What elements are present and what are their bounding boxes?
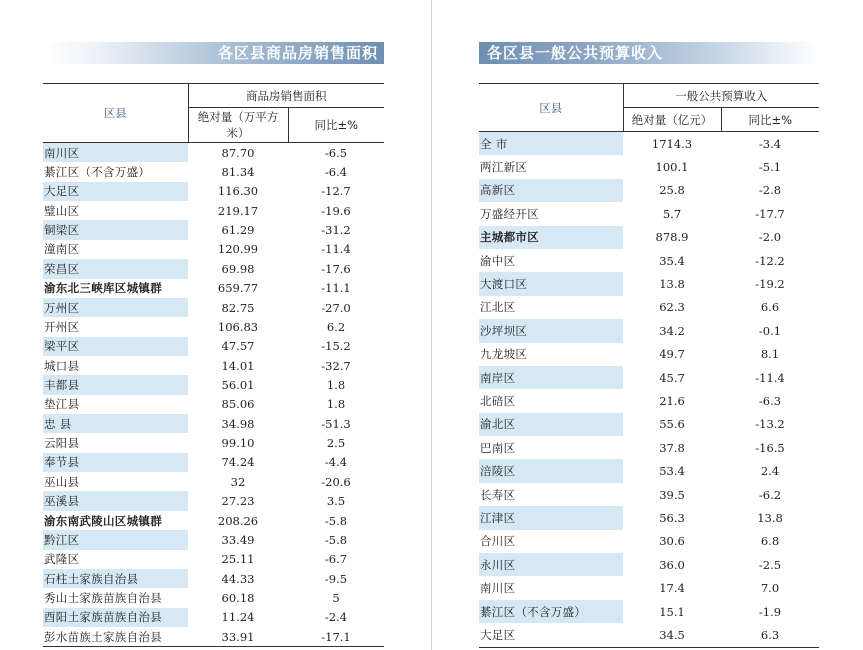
table-row [479,272,819,295]
table-row [43,608,384,627]
table-row [479,600,819,623]
yoy-change-cell: -32.7 [321,358,351,373]
yoy-change-cell: -6.2 [758,487,782,502]
table-row [43,317,384,336]
region-name-cell: 武隆区 [44,552,80,567]
region-name-cell: 沙坪坝区 [479,319,623,342]
yoy-change-cell: 13.8 [757,510,783,525]
region-name-cell: 九龙坡区 [480,347,528,362]
absolute-value-cell: 17.4 [659,581,685,596]
table-row [479,132,819,156]
sales-area-rows [43,143,384,647]
yoy-change-cell: 1.8 [326,377,346,392]
region-name-cell: 巫溪县 [43,491,188,510]
table-row [43,356,384,375]
absolute-value-cell: 60.18 [221,590,255,605]
absolute-value-cell: 25.11 [221,552,255,567]
region-name-cell: 酉阳土家族苗族自治县 [43,608,188,627]
region-name-cell: 高新区 [479,179,623,202]
yoy-change-cell: -6.4 [324,165,348,180]
region-name-cell: 涪陵区 [479,459,623,482]
table-row [43,414,384,433]
yoy-change-cell: -3.4 [758,136,782,151]
table-row [479,249,819,272]
yoy-change-cell: -15.2 [321,339,351,354]
region-name-cell: 大足区 [43,182,188,201]
absolute-value-cell: 85.06 [221,397,255,412]
absolute-column-header: 绝对量（亿元） [623,108,721,132]
yoy-change-cell: -11.4 [321,242,351,257]
region-name-cell: 南川区 [43,143,188,163]
absolute-value-cell: 81.34 [221,165,255,180]
table-row [479,366,819,389]
absolute-value-cell: 82.75 [221,300,255,315]
region-name-cell: 云阳县 [44,436,80,451]
yoy-change-cell: -6.5 [324,145,348,160]
region-name-cell: 北碚区 [480,393,516,408]
region-name-cell: 大渡口区 [479,272,623,295]
absolute-value-cell: 34.5 [623,623,721,647]
absolute-value-cell: 32 [230,474,246,489]
region-name-cell: 渝东北三峡库区城镇群 [44,281,162,296]
table-row [43,453,384,472]
yoy-change-cell: 8.1 [760,347,780,362]
region-name-cell: 奉节县 [43,453,188,472]
absolute-value-cell: 35.4 [659,253,685,268]
yoy-change-cell: -2.5 [758,557,782,572]
absolute-value-cell: 120.99 [217,242,259,257]
absolute-value-cell: 21.6 [659,393,685,408]
region-name-cell: 垫江县 [44,397,80,412]
absolute-value-cell: 208.26 [217,513,259,528]
absolute-value-cell: 87.70 [221,145,255,160]
region-name-cell: 南川区 [480,581,516,596]
table-row [43,472,384,491]
yoy-change-cell: -5.8 [324,532,348,547]
region-name-cell: 巫山县 [44,474,80,489]
budget-revenue-table [479,83,819,648]
yoy-change-cell: 6.6 [760,300,780,315]
absolute-value-cell: 47.57 [221,339,255,354]
region-name-cell: 万州区 [43,298,188,317]
table-row [43,259,384,278]
region-name-cell: 江北区 [480,300,516,315]
absolute-value-cell: 34.98 [221,416,255,431]
table-row [479,202,819,225]
region-name-cell: 秀山土家族苗族自治县 [44,590,162,605]
table-row [43,395,384,414]
yoy-change-cell: -27.0 [321,300,351,315]
page-spine [431,0,432,650]
absolute-value-cell: 49.7 [659,347,685,362]
region-name-cell: 全 市 [479,132,623,156]
absolute-value-cell: 25.8 [659,183,685,198]
table-row [479,623,819,647]
region-name-cell: 大足区 [479,623,623,647]
table-row [43,569,384,588]
yoy-change-cell: 6.2 [326,319,346,334]
region-name-cell: 开州区 [44,319,80,334]
budget-revenue-rows [479,132,819,648]
absolute-value-cell: 33.91 [188,627,288,647]
table-row [43,220,384,239]
table-row [479,155,819,178]
absolute-value-cell: 53.4 [659,464,685,479]
region-name-cell: 梁平区 [43,337,188,356]
table-row [43,550,384,569]
yoy-change-cell: -11.4 [755,370,785,385]
yoy-change-cell: -5.1 [758,160,782,175]
absolute-value-cell: 56.3 [659,510,685,525]
region-name-cell: 城口县 [44,358,80,373]
table-row [43,162,384,181]
table-row [479,179,819,202]
yoy-change-cell: 1.8 [326,397,346,412]
yoy-change-cell: -11.1 [321,281,351,296]
yoy-change-cell: -6.7 [324,552,348,567]
yoy-change-cell: -19.6 [321,203,351,218]
table-row [43,240,384,259]
absolute-value-cell: 13.8 [659,277,685,292]
yoy-change-cell: -0.1 [758,323,782,338]
region-name-cell: 巴南区 [480,440,516,455]
absolute-value-cell: 62.3 [659,300,685,315]
table-row [479,389,819,412]
table-row [43,279,384,298]
absolute-value-cell: 34.2 [659,323,685,338]
region-name-cell: 潼南区 [44,242,80,257]
table-row [43,143,384,163]
table-row [479,413,819,436]
absolute-value-cell: 69.98 [221,261,255,276]
yoy-change-cell: -13.2 [755,417,785,432]
region-name-cell: 彭水苗族土家族自治县 [43,627,188,647]
budget-revenue-title: 各区县一般公共预算收入 [487,44,664,62]
sales-area-banner [43,42,384,64]
budget-revenue-banner [479,42,819,64]
region-name-cell: 綦江区（不含万盛） [479,600,623,623]
sales-area-table [43,83,384,647]
yoy-change-cell: -17.6 [321,261,351,276]
region-name-cell: 丰都县 [43,375,188,394]
table-row [43,627,384,647]
region-name-cell: 长寿区 [480,487,516,502]
yoy-change-cell: 5 [332,590,340,605]
region-column-header: 区县 [479,84,623,132]
table-row [479,319,819,342]
absolute-value-cell: 5.7 [662,206,682,221]
table-row [479,296,819,319]
absolute-value-cell: 219.17 [217,203,259,218]
table-row [43,182,384,201]
sales-area-title: 各区县商品房销售面积 [217,44,378,62]
table-row [479,226,819,249]
region-name-cell: 渝中区 [480,253,516,268]
yoy-column-header: 同比±% [721,108,819,132]
absolute-value-cell: 99.10 [221,436,255,451]
yoy-change-cell: -19.2 [755,277,785,292]
region-column-header: 区县 [43,84,188,143]
yoy-change-cell: 3.5 [326,494,346,509]
yoy-change-cell: -17.1 [288,627,384,647]
yoy-change-cell: -2.8 [758,183,782,198]
table-row [479,506,819,529]
region-name-cell: 铜梁区 [43,220,188,239]
absolute-value-cell: 61.29 [221,223,255,238]
yoy-change-cell: -31.2 [321,223,351,238]
table-row [479,530,819,553]
yoy-column-header: 同比±% [288,108,384,143]
yoy-change-cell: -12.2 [755,253,785,268]
absolute-value-cell: 878.9 [655,230,689,245]
table-row [43,588,384,607]
absolute-value-cell: 15.1 [659,604,685,619]
absolute-value-cell: 14.01 [221,358,255,373]
region-name-cell: 主城都市区 [479,226,623,249]
absolute-value-cell: 36.0 [659,557,685,572]
region-name-cell: 渝北区 [479,413,623,436]
absolute-value-cell: 33.49 [221,532,255,547]
table-row [43,511,384,530]
region-name-cell: 万盛经开区 [480,206,539,221]
yoy-change-cell: -2.4 [324,610,348,625]
absolute-value-cell: 55.6 [659,417,685,432]
absolute-value-cell: 39.5 [659,487,685,502]
yoy-change-cell: -17.7 [755,206,785,221]
region-name-cell: 璧山区 [44,203,80,218]
region-name-cell: 石柱土家族自治县 [43,569,188,588]
yoy-change-cell: 6.8 [760,534,780,549]
yoy-change-cell: -9.5 [324,571,348,586]
region-name-cell: 南岸区 [479,366,623,389]
yoy-change-cell: -51.3 [321,416,351,431]
region-name-cell: 合川区 [480,534,516,549]
table-row [43,530,384,549]
absolute-value-cell: 659.77 [217,281,259,296]
table-row [43,433,384,452]
absolute-value-cell: 44.33 [221,571,255,586]
yoy-change-cell: 2.4 [760,464,780,479]
table-row [479,553,819,576]
yoy-change-cell: -5.8 [324,513,348,528]
region-name-cell: 荣昌区 [43,259,188,278]
absolute-column-header: 绝对量（万平方米） [188,108,288,143]
absolute-value-cell: 27.23 [221,494,255,509]
absolute-value-cell: 45.7 [659,370,685,385]
region-name-cell: 黔江区 [43,530,188,549]
table-row [43,298,384,317]
table-row [43,375,384,394]
absolute-value-cell: 74.24 [221,455,255,470]
yoy-change-cell: -2.0 [758,230,782,245]
yoy-change-cell: -6.3 [758,393,782,408]
budget-revenue-group-header: 一般公共预算收入 [623,84,819,108]
absolute-value-cell: 11.24 [221,610,255,625]
region-name-cell: 江津区 [479,506,623,529]
yoy-change-cell: -16.5 [755,440,785,455]
absolute-value-cell: 56.01 [221,377,255,392]
region-name-cell: 两江新区 [480,160,528,175]
table-row [479,436,819,459]
yoy-change-cell: -4.4 [324,455,348,470]
table-row [479,343,819,366]
region-name-cell: 綦江区（不含万盛） [44,165,151,180]
yoy-change-cell: -12.7 [321,184,351,199]
absolute-value-cell: 116.30 [217,184,259,199]
region-name-cell: 永川区 [479,553,623,576]
absolute-value-cell: 100.1 [655,160,689,175]
absolute-value-cell: 30.6 [659,534,685,549]
absolute-value-cell: 37.8 [659,440,685,455]
table-row [43,201,384,220]
yoy-change-cell: 7.0 [760,581,780,596]
table-row [479,459,819,482]
table-row [43,337,384,356]
table-row [479,576,819,599]
table-row [479,483,819,506]
region-name-cell: 渝东南武陵山区城镇群 [44,513,162,528]
yoy-change-cell: 2.5 [326,436,346,451]
table-row [43,491,384,510]
absolute-value-cell: 1714.3 [651,136,693,151]
region-name-cell: 忠 县 [43,414,188,433]
absolute-value-cell: 106.83 [217,319,259,334]
yoy-change-cell: 6.3 [721,623,819,647]
yoy-change-cell: -1.9 [758,604,782,619]
sales-area-group-header: 商品房销售面积 [188,84,384,108]
yoy-change-cell: -20.6 [321,474,351,489]
